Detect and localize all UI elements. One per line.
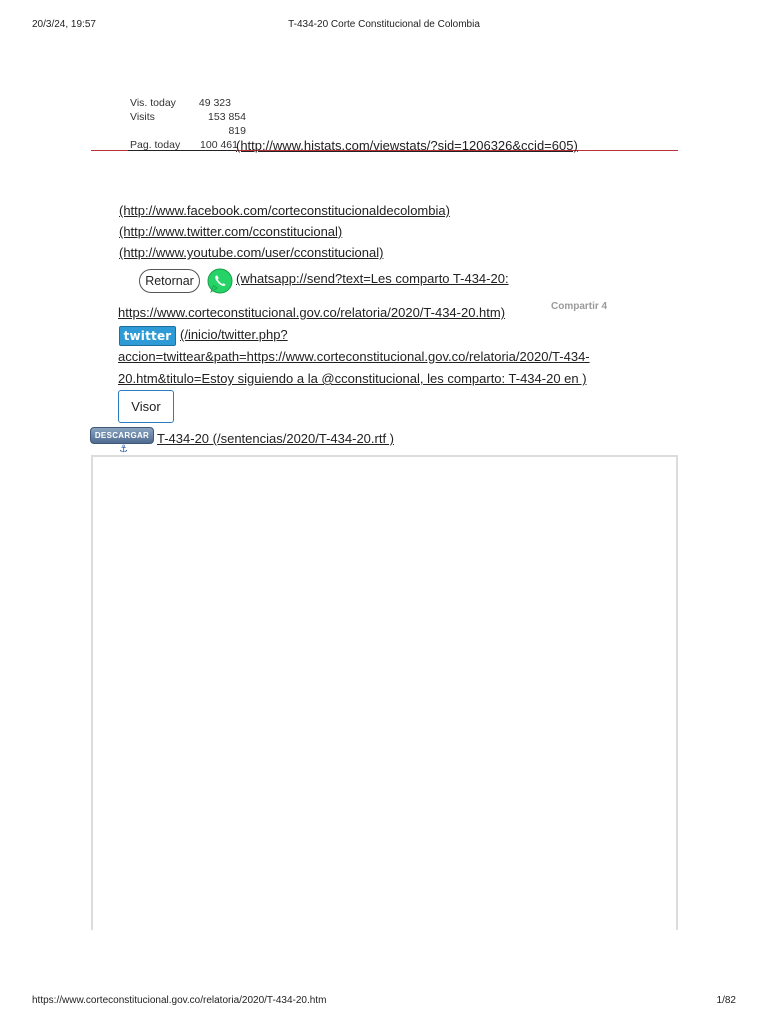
twitter-logo-badge[interactable]: twitter (119, 326, 176, 346)
share-count: Compartir 4 (551, 301, 608, 312)
twitter-share-link-end[interactable]: 20.htm&titulo=Estoy siguiendo a la @cconstitucional, les comparto: T-434-20 en ) (118, 371, 587, 386)
print-url: https://www.corteconstitucional.gov.co/relatoria/2020/T-434-20.htm (32, 995, 327, 1006)
retornar-button[interactable]: Retornar (139, 269, 200, 293)
twitter-profile-link[interactable]: (http://www.twitter.com/cconstitucional) (119, 224, 343, 239)
stat-label: Pag. today (130, 139, 181, 151)
download-rtf-link[interactable]: T-434-20 (/sentencias/2020/T-434-20.rtf ) (157, 431, 395, 446)
visor-button[interactable]: Visor (118, 390, 174, 423)
whatsapp-share-link-cont[interactable]: https://www.corteconstitucional.gov.co/relatoria/2020/T-434-20.htm) (118, 305, 506, 320)
histats-underline (128, 150, 236, 151)
stat-row (130, 96, 246, 110)
print-title: T-434-20 Corte Constitucional de Colombia (288, 19, 480, 30)
stat-value: 100 461 (200, 139, 238, 151)
print-page-number: 1/82 (716, 995, 736, 1006)
anchor-icon: ⚓ (119, 444, 128, 455)
histats-counter (130, 96, 246, 152)
stat-value: 49 323 (198, 97, 231, 109)
twitter-share-link[interactable]: (/inicio/twitter.php? (180, 327, 288, 342)
descargar-button[interactable]: DESCARGAR (90, 427, 154, 444)
twitter-share-link-cont[interactable]: accion=twittear&path=https://www.corteconstitucional.gov.co/relatoria/2020/T-434- (118, 349, 590, 364)
stat-label: Vis. today (130, 97, 176, 109)
whatsapp-share-link[interactable]: (whatsapp://send?text=Les comparto T-434-20: (236, 271, 509, 286)
print-datetime: 20/3/24, 19:57 (32, 19, 96, 30)
stat-row (130, 110, 246, 138)
stat-label: Visits (130, 111, 155, 123)
youtube-link[interactable]: (http://www.youtube.com/user/cconstitucional) (119, 245, 384, 260)
facebook-link[interactable]: (http://www.facebook.com/corteconstitucionaldecolombia) (119, 203, 450, 218)
document-viewer-frame[interactable] (91, 455, 678, 930)
histats-link[interactable]: (http://www.histats.com/viewstats/?sid=1206326&ccid=605) (236, 138, 578, 153)
stat-value: 153 854 819 (208, 111, 246, 137)
whatsapp-icon[interactable] (206, 267, 234, 295)
